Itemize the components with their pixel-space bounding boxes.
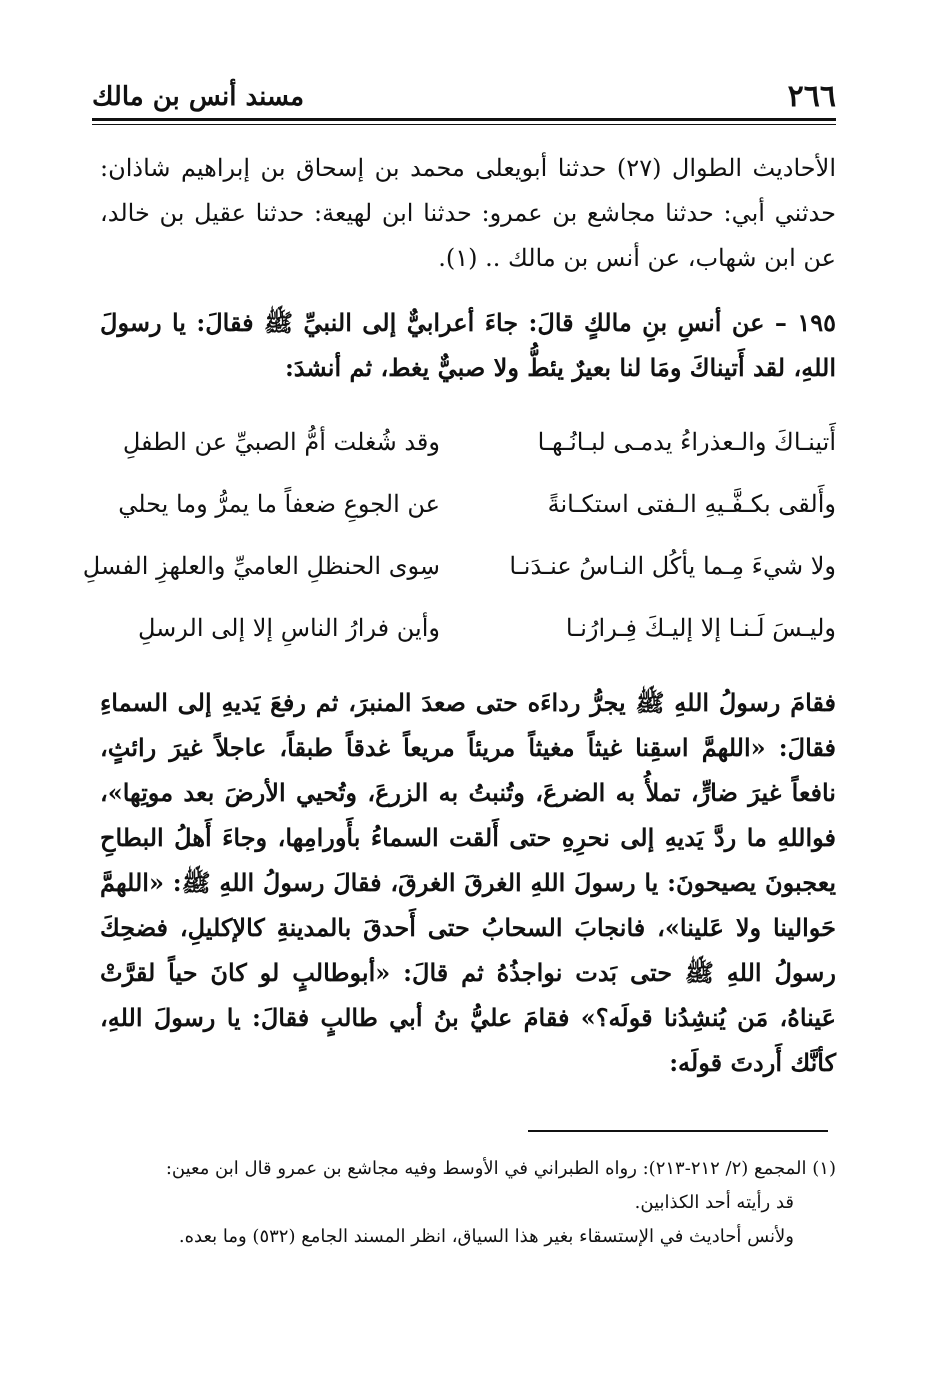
verse-first-hemistich: أَتينـاكَ والـعذراءُ يدمـى لبـانُـهـا <box>537 428 836 456</box>
footnote-separator <box>528 1130 828 1132</box>
verse-second-hemistich: عن الجوعِ ضعفاً ما يمرُّ وما يحلي <box>118 490 440 518</box>
footnotes <box>100 1152 836 1254</box>
poem-verse <box>100 602 836 664</box>
poem <box>82 416 836 664</box>
poem-verse <box>100 416 836 478</box>
footnote-1-line-1: (١) المجمع (٢/ ٢١٢-٢١٣): رواه الطبراني في الأوسط وفيه مجاشع بن عمرو قال ابن معين: <box>165 1158 836 1179</box>
verse-first-hemistich: ولا شيءَ مِـما يأكُل النـاسُ عنـدَنـا <box>509 552 836 580</box>
verse-second-hemistich: سِوى الحنظلِ العاميِّ والعلهزِ الفسلِ <box>82 552 440 580</box>
verse-second-hemistich: وأين فرارُ الناسِ إلا إلى الرسلِ <box>137 614 440 642</box>
hadith-opening-paragraph: ١٩٥ – عن أنسِ بنِ مالكٍ قالَ: جاءَ أعرابيٌّ إلى النبيِّ ﷺ فقالَ: يا رسولَ اللهِ، لقد أَتيناكَ ومَا لنا بعيرٌ يئطُّ ولا صبيٌّ يغط، ثم أنشدَ: <box>100 308 836 382</box>
hadith-body-paragraph: فقامَ رسولُ اللهِ ﷺ يجرُّ رداءَه حتى صعدَ المنبرَ، ثم رفعَ يَديهِ إلى السماءِ فقالَ: «اللهمَّ اسقِنا غيثاً مغيثاً مريئاً مريعاً غدقاً طبقاً، عاجلاً غيرَ رائثٍ، نافعاً غيرَ ضارٍّ، تملأُ به الضرعَ، وتُنبتُ به الزرعَ، وتُحيي الأرضَ بعد موتِها»، فواللهِ ما ردَّ يَديهِ إلى نحرِهِ حتى أَلقت السماءُ بأَورامِها، وجاءَ أَهلُ البطاحِ يعجبونَ يصيحونَ: يا رسولَ اللهِ الغرقَ الغرقَ، فقالَ رسولُ اللهِ ﷺ: «اللهمَّ حَوالينا ولا عَلينا»، فانجابَ السحابُ حتى أَحدقَ بالمدينةِ كالإكليلِ، فضحِكَ رسولُ اللهِ ﷺ حتى بَدت نواجذُهُ ثم قالَ: «أبوطالبٍ لو كانَ حياً لقرَّتْ عَيناهُ، مَن يُنشِدُنا قولَه؟» فقامَ عليُّ بنُ أبي طالبٍ فقالَ: يا رسولَ اللهِ، كأنَّك أَردتَ قولَه: <box>100 688 836 1077</box>
footnote-1-line-3: ولأنس أحاديث في الإستسقاء بغير هذا السياق، انظر المسند الجامع (٥٣٢) وما بعده. <box>178 1226 794 1247</box>
footnote-1-line-2: قد رأيته أحد الكذابين. <box>634 1192 794 1213</box>
verse-second-hemistich: وقد شُغلت أمُّ الصبيِّ عن الطفلِ <box>122 428 440 456</box>
verse-first-hemistich: وليـسَ لَـنـا إلا إليـكَ فِـرارُنـا <box>565 614 836 642</box>
poem-verse <box>100 478 836 540</box>
poem-verse <box>82 540 836 602</box>
running-title: مسند أنس بن مالك <box>92 82 305 112</box>
isnad-paragraph: الأحاديث الطوال (٢٧) حدثنا أبويعلى محمد بن إسحاق بن إبراهيم شاذان: حدثني أبي: حدثنا مجاشع بن عمرو: حدثنا ابن لهيعة: حدثنا عقيل بن خالد، عن ابن شهاب، عن أنس بن مالك .. (١). <box>100 154 836 272</box>
page-header <box>92 78 836 114</box>
header-rule-thick <box>92 118 836 121</box>
header-rule-thin <box>92 124 836 125</box>
page-number: ٢٦٦ <box>787 79 836 114</box>
verse-first-hemistich: وأَلقى بكـفَّـيهِ الـفتى استكـانةً <box>547 490 836 518</box>
